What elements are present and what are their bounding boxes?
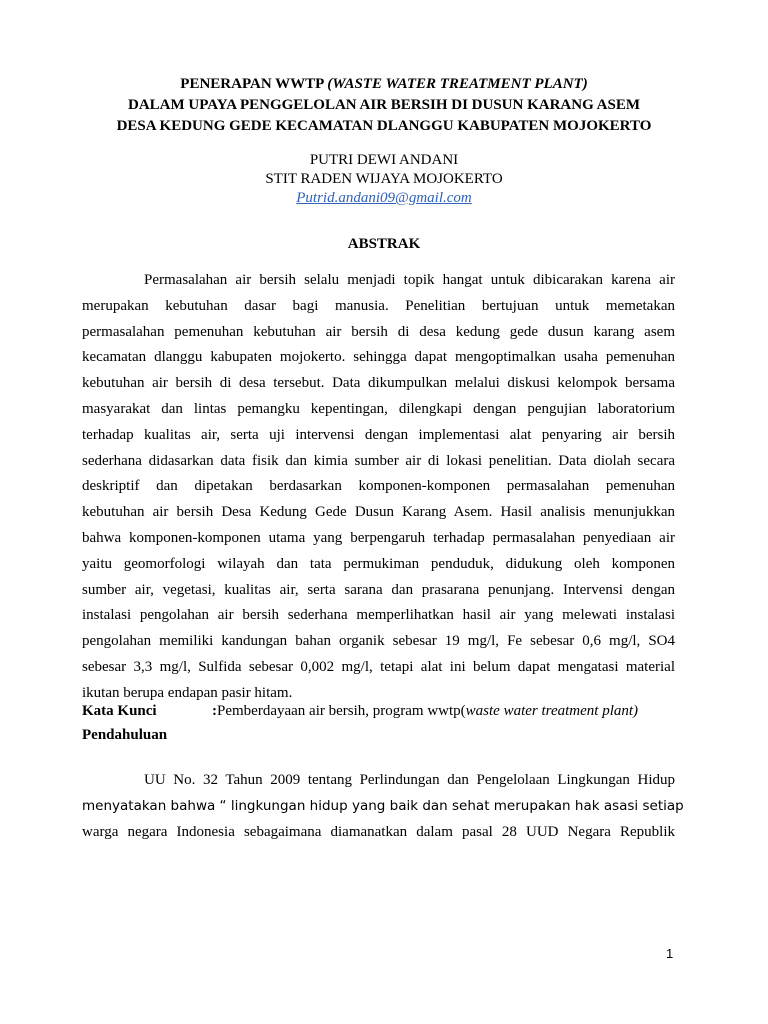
intro-line: warga negara Indonesia sebagaimana diamanatkan dalam pasal 28 UUD Negara Republik <box>82 824 675 840</box>
intro-line: UU No. 32 Tahun 2009 tentang Perlindungan dan Pengelolaan Lingkungan Hidup <box>144 772 675 788</box>
abstract-line: masyarakat dan lintas pemangku kepentingan, dilengkapi dengan pengujian laboratorium <box>82 400 675 417</box>
abstract-line: kebutuhan air bersih Desa Kedung Gede Dusun Karang Asem. Hasil analisis menunjukkan <box>82 504 675 521</box>
abstract-line: sederhana didasarkan data fisik dan kimia sumber air di lokasi penelitian. Data diolah secara <box>82 452 675 469</box>
keywords <box>82 703 675 720</box>
abstract-line: deskriptif dan dipetakan berdasarkan komponen-komponen permasalahan pemenuhan <box>82 478 675 495</box>
title-line-1: PENERAPAN WWTP (WASTE WATER TREATMENT PLANT) <box>180 76 588 92</box>
abstract-line: bahwa komponen-komponen utama yang berpengaruh terhadap permasalahan penyediaan air <box>82 529 675 546</box>
author-block <box>0 151 768 208</box>
abstract-line: sumber air, vegetasi, kualitas air, serta sarana dan prasarana penunjang. Intervensi dengan <box>82 581 675 598</box>
abstract-line: merupakan kebutuhan dasar bagi manusia. Penelitian bertujuan untuk memetakan <box>82 297 675 314</box>
title-italic: (WASTE WATER TREATMENT PLANT) <box>327 76 588 92</box>
author-email-link[interactable]: Putrid.andani09@gmail.com <box>296 190 472 206</box>
abstract-line: permasalahan pemenuhan kebutuhan air bersih di desa kedung gede dusun karang asem <box>82 323 675 340</box>
introduction-body <box>82 767 684 845</box>
abstract-line: yaitu geomorfologi wilayah dan tata permukiman penduduk, didukung oleh komponen <box>82 555 675 572</box>
abstract-heading: ABSTRAK <box>347 236 421 252</box>
author-name: PUTRI DEWI ANDANI <box>309 152 459 168</box>
abstract-line: sebesar 3,3 mg/l, Sulfida sebesar 0,002 mg/l, tetapi alat ini belum dapat mengatasi material <box>82 658 675 675</box>
intro-line: menyatakan bahwa “ lingkungan hidup yang baik dan sehat merupakan hak asasi setiap <box>82 798 684 814</box>
title-line-2: DALAM UPAYA PENGGELOLAN AIR BERSIH DI DUSUN KARANG ASEM <box>127 97 641 113</box>
author-affiliation: STIT RADEN WIJAYA MOJOKERTO <box>265 171 503 187</box>
page-number: 1 <box>666 946 674 961</box>
abstract-line: terhadap kualitas air, serta uji intervensi dengan implementasi alat penyaring air bersih <box>82 426 675 443</box>
keywords-italic: waste water treatment plant) <box>465 703 639 719</box>
abstract-line: ikutan berupa endapan pasir hitam. <box>82 684 293 701</box>
title-line-3: DESA KEDUNG GEDE KECAMATAN DLANGGU KABUPATEN MOJOKERTO <box>116 118 652 134</box>
keywords-colon: : <box>212 703 217 719</box>
abstract-line: kecamatan dlanggu kabupaten mojokerto. sehingga dapat mengoptimalkan usaha pemenuhan <box>82 349 675 366</box>
keywords-text: Pemberdayaan air bersih, program wwtp( <box>217 703 466 719</box>
abstract-body <box>82 268 675 707</box>
introduction-heading: Pendahuluan <box>82 727 168 743</box>
paper-title <box>0 74 768 137</box>
abstract-line: Permasalahan air bersih selalu menjadi topik hangat untuk dibicarakan karena air <box>144 272 675 288</box>
abstract-line: pengolahan memiliki kandungan bahan organik sebesar 19 mg/l, Fe sebesar 0,6 mg/l, SO4 <box>82 633 675 650</box>
abstract-line: kebutuhan air bersih di desa tersebut. Data dikumpulkan melalui diskusi kelompok bersama <box>82 375 675 392</box>
abstract-line: instalasi pengolahan air bersih sederhana memperlihatkan hasil air yang melewati instalasi <box>82 607 675 624</box>
keywords-label: Kata Kunci <box>82 703 157 719</box>
